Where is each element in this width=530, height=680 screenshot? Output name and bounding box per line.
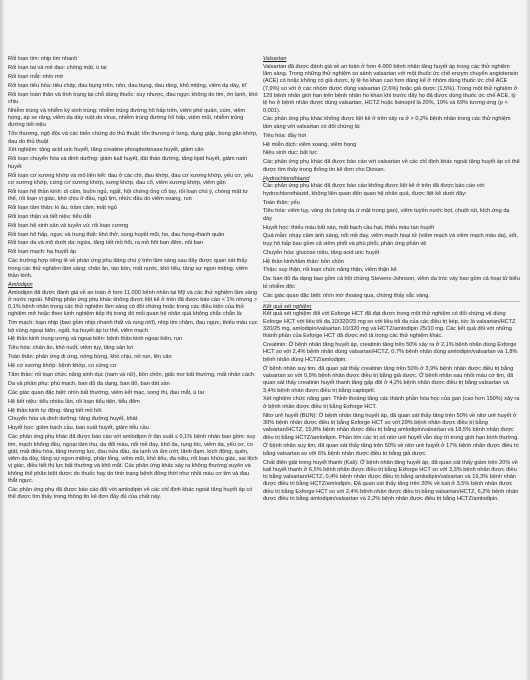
paragraph: Hệ miễn dịch: viêm xoang, viêm họng — [263, 141, 357, 148]
paragraph: Thận: suy thận, rối loạn chức năng thận, viêm thận kẽ — [263, 267, 397, 274]
paragraph: Các phản ứng phụ khác đã được báo cáo với amlodipin ở tần suất ≤ 0,1% bệnh nhân bao gồm: suy tim, mạch không đều, ngoại tâm thu, da đổi màu, nổi mề đay, khô da, rụng tóc, viêm da, yếu cơ, co giật, mất điều hòa, tăng trương lực, đau nửa đầu, da lạnh và ẩm ướt, lãnh đạm, kích động, quên, viêm dạ dày, tăng sự ngon miệng, phân lỏng, viêm mũi, khó tiểu, đa niệu, rối loạn khứu giác, sai lệch vị giác, điều tiết thị lực bất thường và khô mắt. Các phản ứng khác xảy ra không thường xuyên và không thể phân biệt được do thuốc hay do tình trạng bệnh đồng thời như nhồi máu cơ tim và đau thắt ngực. — [8, 434, 258, 485]
paragraph: Tổn thương, ngộ độc và các biến chứng do thủ thuật: tổn thương ở lưng, đụng giập, bong gân khớp, đau do thủ thuật — [8, 131, 258, 145]
section-heading: Valsartan — [263, 56, 287, 62]
paragraph: Các phản ứng phụ khác không được liệt kê ở trên xảy ra ở > 0,2% bệnh nhân trong các thử nghiệm lâm sàng với valsartan có đối chứng là: — [263, 116, 511, 130]
paragraph: Hệ thần kinh/tâm thần: bồn chồn — [263, 258, 344, 265]
paragraph: Chất điện giải trong huyết thanh (Kali): Ở bệnh nhân tăng huyết áp, đã quan sát thấy giảm trên 20% về kali huyết thanh ở 6,5% bệnh nhân được điều trị bằng Exforge HCT so với 3,3% bệnh nhân được điều trị bằng valsartan/HCTZ, 0,4% bệnh nhân được điều trị bằng amlodipin/valsartan và 19,3% bệnh nhân được điều trị bằng HCTZ/amlodipin. Đã quan sát thấy tăng trên 20% về kali ở 3,5% bệnh nhân được điều trị bằng Exforge HCT so với 2,4% bệnh nhân được điều trị bằng valsartan/HCTZ, 6,2% bệnh nhân được điều trị bằng amlodipin/valsartan và 2,2% bệnh nhân được điều trị bằng HCTZ/amlodipin. — [263, 459, 519, 503]
paragraph: Các trường hợp riêng lẻ về phản ứng phụ đáng chú ý trên lâm sàng sau đây được quan sát thấy trong các thử nghiệm lâm sàng: chân ăn, táo bón, mất nước, khó tiểu, tăng sự ngon miệng, viêm thần kinh. — [8, 258, 248, 279]
paragraph: Rối loạn toàn thân và tình trạng tại chỗ dùng thuốc: suy nhược, đau ngực không do tim, ớn lạnh, khó chịu — [8, 91, 258, 105]
paragraph: Tâm thần: rối loạn chức năng sinh dục (nam và nữ), bồn chồn, giấc mơ bất thường, mất nhân cách — [8, 372, 254, 379]
section-divider — [263, 301, 520, 302]
paragraph: Tim mạch: loạn nhịp (bao gồm nhịp nhanh thất và rung nhĩ), nhịp tim chậm, đau ngực, thiếu máu cục bộ vùng ngoại biên, ngất, hạ huyết áp tư thế, viêm mạch — [8, 320, 258, 334]
paragraph: Xét nghiệm chức năng gan: Thỉnh thoảng tăng các thành phần hóa học của gan (cao hơn 150%) xảy ra ở bệnh nhân được điều trị bằng Exforge HCT. — [263, 396, 520, 410]
paragraph: Da: ban đỏ đa dạng bao gồm cả hội chứng Stevens-Johnson, viêm da tróc vảy bao gồm cả hoại tử biểu bì nhiễm độc — [263, 276, 520, 290]
paragraph: Rối loạn tim: nhịp tim nhanh — [8, 56, 78, 62]
paragraph: Rối loạn tai và mê đạo: chóng mặt, ù tai — [8, 64, 107, 71]
paragraph: Chuyển hóa: glucose niệu, tăng acid uric huyết — [263, 249, 380, 256]
paragraph: Rối loạn hệ thần kinh: dị cảm, buồn ngủ, ngất, hội chứng ống cổ tay, rối loạn chú ý, chóng mặt tư thế, rối loạn vị giác, khó chịu ở đầu, ngủ lịm, nhức đầu do viêm xoang, run — [8, 188, 248, 202]
section-heading: Kết quả xét nghiệm — [263, 303, 312, 310]
paragraph: Amlodipin đã được đánh giá về an toàn ở hơn 11.000 bệnh nhân tại Mỹ và các thử nghiệm lâm sàng ở nước ngoài. Những phản ứng phụ khác không được liệt kê ở trên đã được báo cáo < 1% nhưng > 0,1% bệnh nhân trong các thử nghiệm lâm sàng có đối chứng hoặc trong các điều kiện của thử nghiệm mở hoặc theo kinh nghiệm tiếp thị trong đó mối quan hệ nhân quả không chắc chắn là: — [8, 289, 258, 318]
paragraph: Creatinin: Ở bệnh nhân tăng huyết áp, creatinin tăng trên 50% xảy ra ở 2,1% bệnh nhân dùng Exforge HCT so với 2,4% bệnh nhân dùng valsartan/HCTZ, 0,7% bệnh nhân dùng amlodipin/valsartan và 1,8% bệnh nhân dùng HCTZ/amlodipin. — [263, 342, 518, 363]
paragraph: Rối loạn tâm thần: lo âu, trầm cảm, mất ngủ — [8, 204, 117, 211]
paragraph: Chuyển hóa và dinh dưỡng: tăng đường huyết, khát — [8, 416, 138, 423]
paragraph: Các giác quan đặc biệt: nhìn bất thường, viêm kết mạc, song thị, đau mắt, ù tai — [8, 389, 204, 396]
paragraph: Ở bệnh nhân suy tim, đã quan sát thấy creatinin tăng trên 50% ở 3,9% bệnh nhân được điều trị bằng valsartan so với 0,9% bệnh nhân được điều trị bằng giả dược. Ở bệnh nhân sau nhồi máu cơ tim, đã quan sát thấy creatinin huyết thanh tăng gấp đôi ở 4,2% bệnh nhân được điều trị bằng valsartan và 3,4% bệnh nhân được điều trị bằng captopril. — [263, 365, 514, 394]
paragraph: Hệ cơ xương khớp: bệnh khớp, co cứng cơ — [8, 363, 117, 370]
paragraph: Huyết học: giảm bạch cầu, ban xuất huyết, giảm tiểu cầu — [8, 425, 149, 432]
scan-shadow-right — [525, 0, 530, 680]
paragraph: Rối loạn chuyển hóa và dinh dưỡng: giảm kali huyết, đái tháo đường, tăng lipid huyết, giảm natri huyết — [8, 156, 248, 170]
paragraph: Ở bệnh nhân suy tim, đã quan sát thấy tăng trên 50% về nitơ urê huyết ở 17% bệnh nhân được điều trị bằng valsartan so với 6% bệnh nhân được điều trị bằng giả dược. — [263, 443, 519, 457]
section-heading: Amlodipin — [8, 281, 33, 288]
paragraph: Quá mẫn: nhạy cảm ánh sáng, nổi mề đay, viêm mạch hoại tử (viêm mạch và viêm mạch máu da), sốt, trụy hô hấp bao gồm cả viêm phổi và phù phổi, phản ứng phản vệ — [263, 233, 518, 247]
paragraph: Rối loạn hô hấp, ngực và trung thất: khó thở, sung huyết mũi, ho, đau họng-thanh quản — [8, 231, 225, 238]
paragraph: Rối loạn hệ sinh sản và tuyến vú: rối loạn cương — [8, 222, 129, 229]
paragraph: Xét nghiệm: tăng acid uric huyết, tăng creatine phosphokinase huyết, giảm cân — [8, 147, 204, 154]
paragraph: Các giác quan đặc biệt: nhìn mờ thoáng qua, chứng thấy sắc vàng. — [263, 292, 430, 299]
paragraph: Các phản ứng phụ khác đã được báo cáo không được liệt kê ở trên đã được báo cáo với hydrochlorothiazid, không liên quan đến quan hệ nhân quả, được liệt kê dưới đây: — [263, 183, 485, 197]
paragraph: Niệu sinh dục: bất lực — [263, 150, 318, 157]
paragraph: Tiêu hóa: đầy hơi — [263, 132, 307, 139]
paragraph: Rối loạn thận và tiết niệu: tiểu dắt — [8, 213, 92, 220]
right-column — [263, 56, 520, 505]
paragraph: Toàn thân: yếu — [263, 199, 300, 206]
scan-shadow-left — [0, 0, 5, 680]
paragraph: Tiêu hóa: viêm tụy, vàng da (vàng da ứ mật trong gan), viêm tuyến nước bọt, chuột rút, kích ứng dạ dày — [263, 208, 510, 222]
section-heading: Hydrochlorothiazid — [263, 175, 310, 182]
paragraph: Kết quả xét nghiệm đối với Exforge HCT đã đạt được trong một thử nghiệm có đối chứng vệ dùng Exforge HCT với liều tối đa 10/320/25 mg so với liều tối đa của các điều trị kép, tức là valsartan/HCTZ 320/25 mg, amlodipin/valsartan 10/320 mg và HCTZ/amlodipin 25/10 mg. Các kết quả đối với những thành phần của Exforge HCT đã được mô tả trong các thử nghiệm khác. — [263, 311, 516, 340]
paragraph: Rối loạn mạch: hạ huyết áp — [8, 249, 77, 256]
paragraph: Valsartan đã được đánh giá về an toàn ở hơn 4.000 bệnh nhân tăng huyết áp trong các thử nghiệm lâm sàng. Trong những thử nghiệm so sánh valsartan với một thuốc ức chế enzym chuyển angiotensin (ACE) có hoặc không có giả dược, tỷ lệ ho khan cao hơn đáng kể ở nhóm dùng thuốc ức chế ACE (7,9%) so với ở các nhóm được dùng valsartan (2,6%) hoặc giả dược (1,5%). Trong một thử nghiệm ở 129 bệnh nhân giới hạn trên bệnh nhân ho khan khi trước đây họ đã được dùng thuốc ức chế ACE, tỷ lệ ho ở bệnh nhân được dùng valsartan, HCTZ hoặc lisinopril là 20%, 19% và 69% tương ứng (p < 0,001). — [263, 63, 518, 114]
paragraph: Hệ thần kinh trung ương và ngoại biên: bệnh thần kinh ngoại biên, run — [8, 336, 183, 343]
paragraph: Da và phần phụ: phù mạch, ban đỏ đa dạng, ban đỏ, ban dát sần — [8, 380, 170, 387]
paragraph: Hệ thần kinh tự động: tăng tiết mồ hôi — [8, 407, 102, 414]
paragraph: Toàn thân: phản ứng dị ứng, nóng bừng, khó chịu, rét run, lên cân — [8, 354, 172, 361]
paragraph: Rối loạn da và mô dưới da: ngứa, tăng tiết mồ hôi, ra mồ hôi ban đêm, nổi ban — [8, 240, 203, 247]
paragraph: Tiêu hóa: chán ăn, khó nuốt, viêm tụy, tăng sản lợi — [8, 345, 133, 352]
paragraph: Huyết học: thiếu máu bất sản, mất bạch cầu hạt, thiếu máu tan huyết — [263, 224, 435, 231]
paragraph: Hệ tiết niệu: tiểu nhiều lần, rối loạn tiểu tiện, tiểu đêm — [8, 398, 140, 405]
paragraph: Rối loạn tiêu hóa: tiêu chảy, đau bụng trên, nôn, đau bụng, đau răng, khô miệng, viêm dạ dày, trĩ — [8, 82, 247, 89]
paragraph: Nhiễm trùng và nhiễm ký sinh trùng: nhiễm trùng đường hô hấp trên, viêm phế quản, cúm, viêm họng, áp xe răng, viêm dạ dày ruột do virus, nhiễm trùng đường hô hấp, viêm mũi, nhiễm trùng đường tiết niệu — [8, 107, 246, 129]
paragraph: Rối loạn mắt: nhìn mờ — [8, 73, 64, 80]
paragraph: Các phản ứng phụ khác đã được báo cáo với valsartan về các chỉ định khác ngoài tăng huyết áp có thể được tìm thấy trong thông tin kê đơn cho Diovan. — [263, 159, 520, 173]
left-column — [8, 56, 258, 503]
paragraph: Rối loạn cơ xương khớp và mô liên kết: đau ở các chi, đau khớp, đau cơ xương khớp, yếu cơ, yếu cơ xương khớp, cứng cơ xương khớp, sưng khớp, đau cổ, viêm xương khớp, viêm gân — [8, 172, 254, 186]
paragraph: Nitơ urê huyết (BUN): Ở bệnh nhân tăng huyết áp, đã quan sát thấy tăng trên 50% về nitơ urê huyết ở 30% bệnh nhân được điều trị bằng Exforge HCT so với 29% bệnh nhân được điều trị bằng valsartan/HCTZ, 15,8% bệnh nhân được điều trị bằng amlodipin/valsartan và 18,5% bệnh nhân được điều trị bằng HCTZ/amlodipin. Phần lớn các trị số nitơ urê huyết vẫn duy trì trong giới hạn bình thường. — [263, 412, 519, 441]
paragraph: Các phản ứng phụ đã được báo cáo đối với amlodipin về các chỉ định khác ngoài tăng huyết áp có thể được tìm thấy trong thông tin kê đơn đầy đủ của chất này. — [8, 486, 253, 501]
